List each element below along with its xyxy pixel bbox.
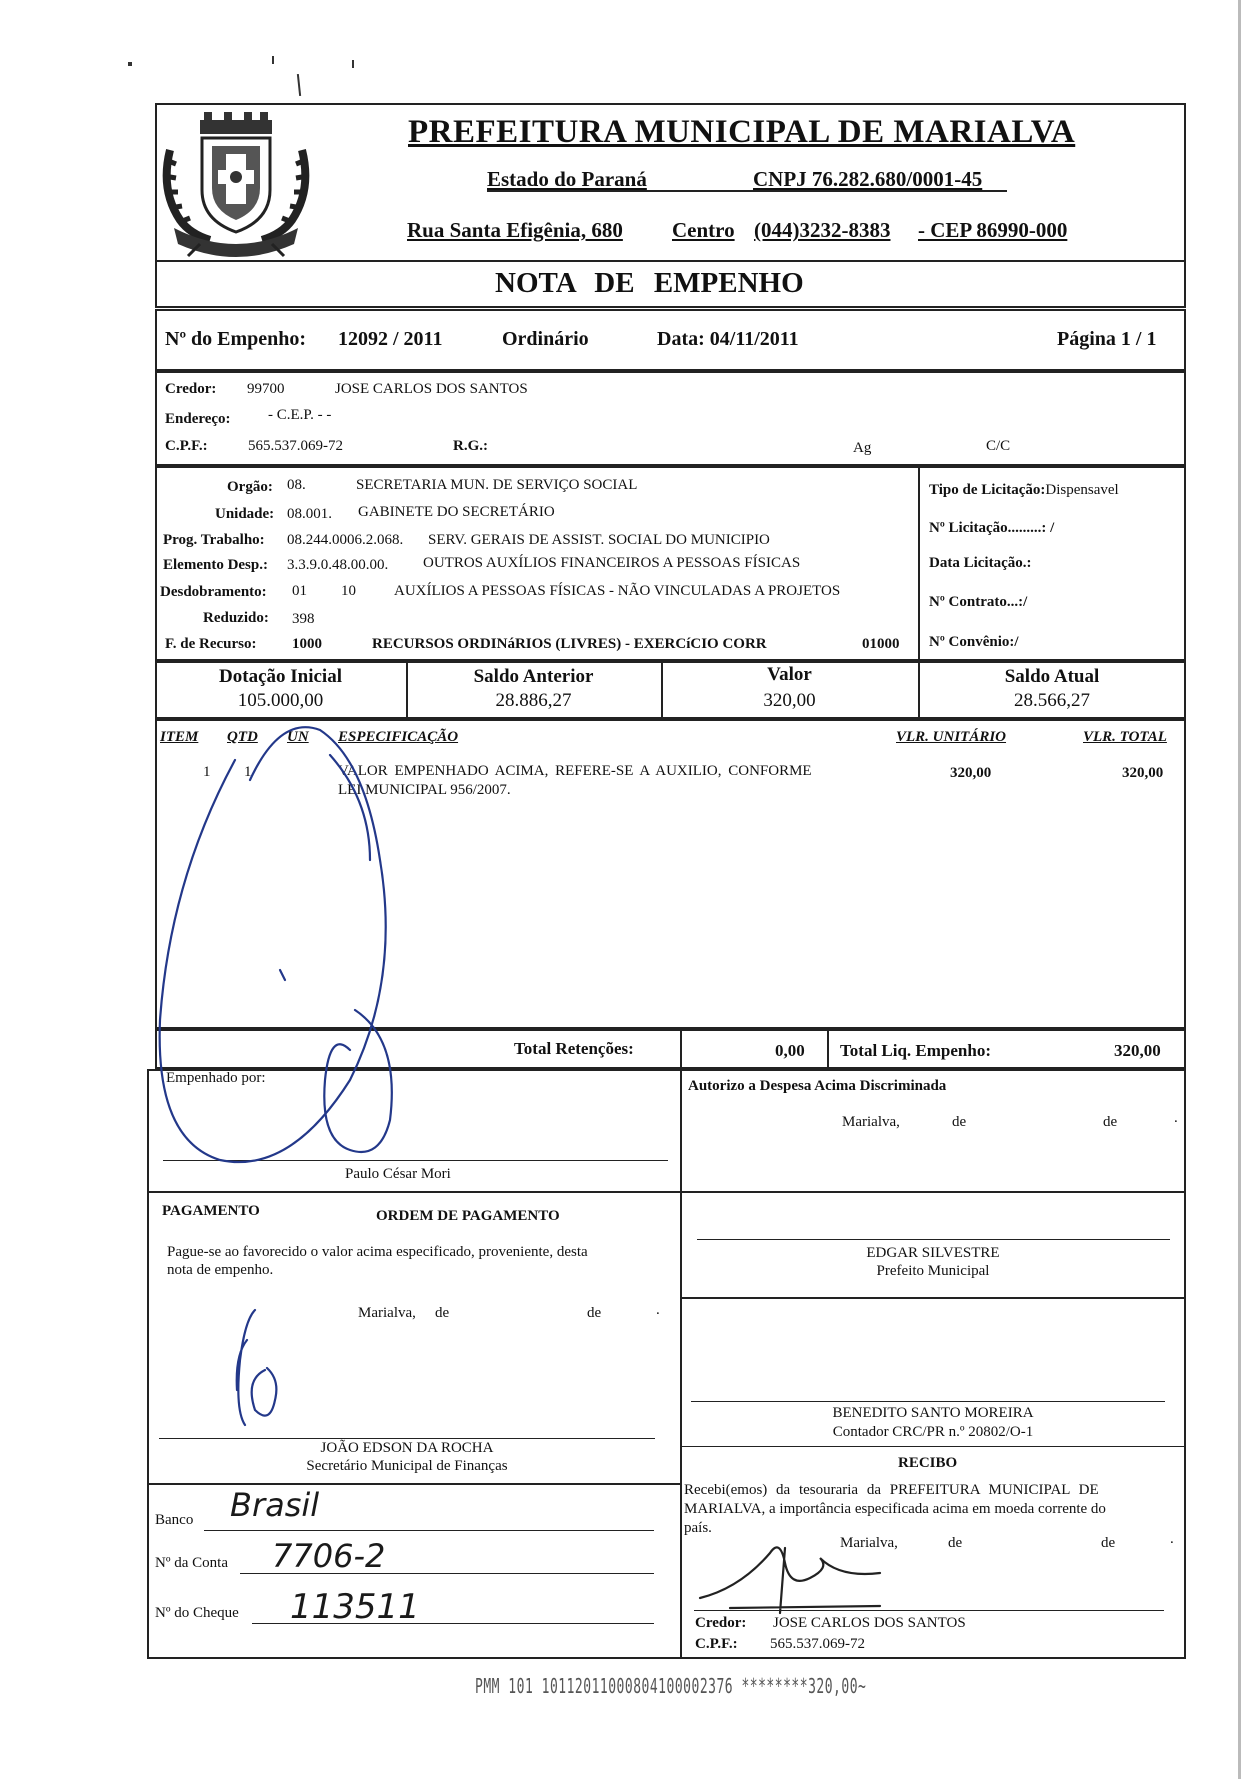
empenhado-label: Empenhado por: — [166, 1070, 266, 1086]
header-address: Rua Santa Efigênia, 680 — [407, 218, 623, 242]
lower-hline-right-1 — [680, 1191, 1186, 1193]
header-cnpj: CNPJ 76.282.680/0001-45 — [753, 167, 983, 191]
dotacao-value: 105.000,00 — [237, 690, 324, 711]
desd-name: AUXÍLIOS A PESSOAS FÍSICAS - NÃO VINCULADAS A PROJETOS — [394, 583, 841, 599]
conta-value: 7706-2 — [272, 1537, 386, 1575]
pagamento-city: Marialva, — [358, 1305, 416, 1321]
recibo-credor-label: Credor: — [695, 1615, 747, 1631]
contador-sign-line — [691, 1401, 1165, 1402]
banco-value: Brasil — [230, 1486, 320, 1524]
recibo-title: RECIBO — [898, 1455, 958, 1471]
lower-hline-right-2 — [680, 1297, 1186, 1299]
col-total: VLR. TOTAL — [1083, 729, 1167, 745]
prog-code: 08.244.0006.2.068. — [287, 532, 404, 548]
cheque-label: Nº do Cheque — [155, 1605, 239, 1621]
recibo-credor-name: JOSE CARLOS DOS SANTOS — [773, 1615, 966, 1631]
recibo-de2: de — [1101, 1535, 1116, 1551]
header-state-underline — [487, 190, 1007, 192]
row-item: 1 — [203, 764, 211, 780]
col-spec: ESPECIFICAÇÃO — [338, 729, 459, 745]
pagamento-text-2: nota de empenho. — [167, 1262, 274, 1278]
cpf-label: C.P.F.: — [165, 438, 208, 454]
budget-divider — [918, 466, 920, 661]
pagamento-label: PAGAMENTO — [162, 1203, 260, 1219]
licitacao-data: Data Licitação.: — [929, 555, 1032, 571]
recibo-text-1: Recebi(emos) da tesouraria da PREFEITURA MUNICIPAL DE — [684, 1482, 1099, 1498]
row-spec-1: VALOR EMPENHADO ACIMA, REFERE-SE A AUXILIO, CONFORME — [338, 763, 812, 779]
recibo-top-line — [680, 1446, 1186, 1447]
licitacao-contrato: Nº Contrato...:/ — [929, 594, 1028, 610]
prefeito-name: EDGAR SILVESTRE — [866, 1245, 1000, 1261]
ret-div-2 — [827, 1029, 829, 1069]
scan-mark — [128, 62, 132, 66]
unidade-label: Unidade: — [215, 506, 275, 522]
row-total: 320,00 — [1122, 765, 1164, 781]
coat-of-arms-logo — [160, 110, 312, 258]
elem-name: OUTROS AUXÍLIOS FINANCEIROS A PESSOAS FÍSICAS — [423, 555, 801, 571]
valor-label: Valor — [767, 664, 812, 685]
saldo-ant-value: 28.886,27 — [495, 690, 572, 711]
recibo-signature — [690, 1518, 890, 1618]
recibo-dot: . — [1170, 1531, 1174, 1547]
pagamento-de2: de — [587, 1305, 602, 1321]
licitacao-tipo-label: Tipo de Licitação: — [929, 482, 1046, 498]
empenho-type: Ordinário — [502, 328, 589, 350]
lower-hline-left-2 — [147, 1483, 680, 1485]
orgao-label: Orgão: — [227, 479, 273, 495]
empenho-number-label: Nº do Empenho: — [165, 328, 307, 350]
elem-code: 3.3.9.0.48.00.00. — [287, 557, 389, 573]
recibo-text-3: país. — [684, 1520, 712, 1536]
contador-name: BENEDITO SANTO MOREIRA — [832, 1405, 1034, 1421]
ordem-label: ORDEM DE PAGAMENTO — [376, 1208, 560, 1224]
prefeito-sign-line — [697, 1239, 1170, 1240]
reduz-code: 398 — [292, 611, 315, 627]
autorizo-city: Marialva, — [842, 1114, 900, 1130]
recibo-cpf: 565.537.069-72 — [770, 1636, 865, 1652]
address-value: - C.E.P. - - — [268, 407, 332, 423]
cheque-value: 113511 — [290, 1587, 420, 1627]
reduz-label: Reduzido: — [203, 610, 269, 626]
desd-code2: 10 — [341, 583, 356, 599]
contador-role: Contador CRC/PR n.º 20802/O-1 — [832, 1424, 1034, 1440]
empenho-signature — [150, 720, 510, 1170]
scan-mark — [297, 74, 301, 96]
prefeito-role: Prefeito Municipal — [876, 1263, 990, 1279]
retencoes-label: Total Retenções: — [514, 1039, 634, 1058]
conta-label: Nº da Conta — [155, 1555, 228, 1571]
row-spec-2: LEI MUNICIPAL 956/2007. — [338, 782, 511, 798]
cpf-value: 565.537.069-72 — [248, 438, 343, 454]
orgao-name: SECRETARIA MUN. DE SERVIÇO SOCIAL — [356, 477, 638, 493]
licitacao-tipo-value: Dispensavel — [1045, 482, 1119, 498]
header-divider — [155, 260, 1186, 262]
retencoes-value: 0,00 — [775, 1041, 805, 1060]
elem-label: Elemento Desp.: — [163, 557, 268, 573]
banco-label: Banco — [155, 1512, 194, 1528]
ret-div-1 — [680, 1029, 682, 1069]
banco-line — [204, 1530, 654, 1531]
lower-hline-left-1 — [147, 1191, 680, 1193]
rec-label: F. de Recurso: — [165, 636, 257, 652]
header-phone: (044)3232-8383 — [754, 218, 891, 242]
pagamento-text-1: Pague-se ao favorecido o valor acima especificado, proveniente, desta — [167, 1244, 588, 1260]
col-un: UN — [287, 729, 309, 745]
scan-mark — [352, 60, 354, 68]
licitacao-tipo — [929, 482, 1119, 499]
empenho-date: Data: 04/11/2011 — [657, 328, 799, 350]
prog-label: Prog. Trabalho: — [163, 532, 265, 548]
row-qtd: 1 — [244, 764, 252, 780]
recibo-de1: de — [948, 1535, 963, 1551]
lower-divider — [680, 1069, 682, 1659]
pagamento-dot: . — [656, 1302, 660, 1318]
header-district: Centro — [672, 218, 735, 242]
row-unit: 320,00 — [950, 765, 992, 781]
secretario-sign-line — [159, 1438, 655, 1439]
doc-title: NOTA DE EMPENHO — [495, 267, 804, 299]
pagamento-de1: de — [435, 1305, 450, 1321]
unidade-name: GABINETE DO SECRETÁRIO — [358, 504, 555, 520]
secretario-signature — [225, 1300, 305, 1430]
orgao-code: 08. — [287, 477, 306, 493]
secretario-name: JOÃO EDSON DA ROCHA — [320, 1440, 494, 1456]
saldo-atual-label: Saldo Atual — [1004, 666, 1100, 687]
header-state: Estado do Paraná — [487, 167, 647, 191]
licitacao-numero: Nº Licitação.........: / — [929, 520, 1055, 536]
licitacao-convenio: Nº Convênio:/ — [929, 634, 1019, 650]
recibo-city: Marialva, — [840, 1535, 898, 1551]
valor-value: 320,00 — [763, 690, 816, 711]
scan-mark — [1238, 0, 1241, 1779]
autorizo-label: Autorizo a Despesa Acima Discriminada — [688, 1078, 947, 1094]
ag-label: Ag — [853, 440, 872, 456]
header-cep: - CEP 86990-000 — [918, 218, 1068, 242]
rec-code2: 01000 — [862, 636, 900, 652]
rec-code: 1000 — [292, 636, 322, 652]
secretario-role: Secretário Municipal de Finanças — [306, 1458, 508, 1474]
liq-label: Total Liq. Empenho: — [840, 1041, 991, 1060]
col-item: ITEM — [160, 729, 199, 745]
col-unit: VLR. UNITÁRIO — [896, 729, 1007, 745]
empenho-page: Página 1 / 1 — [1057, 328, 1157, 350]
empenho-number: 12092 / 2011 — [338, 328, 443, 350]
scan-mark — [272, 56, 274, 64]
desd-label: Desdobramento: — [160, 584, 267, 600]
autorizo-de2: de — [1103, 1114, 1118, 1130]
dotacao-label: Dotação Inicial — [219, 666, 342, 687]
unidade-code: 08.001. — [287, 506, 332, 522]
recibo-cpf-label: C.P.F.: — [695, 1636, 738, 1652]
saldo-ant-label: Saldo Anterior — [473, 666, 594, 687]
rec-name: RECURSOS ORDINáRIOS (LIVRES) - EXERCíCIO CORR — [372, 636, 767, 652]
credor-code: 99700 — [247, 381, 285, 397]
autorizo-dot: . — [1174, 1110, 1178, 1126]
credor-label: Credor: — [165, 381, 217, 397]
cc-label: C/C — [986, 438, 1011, 454]
prog-name: SERV. GERAIS DE ASSIST. SOCIAL DO MUNICIPIO — [428, 532, 770, 548]
autorizo-de1: de — [952, 1114, 967, 1130]
address-label: Endereço: — [165, 411, 231, 427]
header-title: PREFEITURA MUNICIPAL DE MARIALVA — [408, 114, 1076, 150]
rg-label: R.G.: — [453, 438, 488, 454]
saldo-atual-value: 28.566,27 — [1014, 690, 1090, 711]
credor-name: JOSE CARLOS DOS SANTOS — [335, 381, 528, 397]
col-qtd: QTD — [227, 729, 258, 745]
footer-stamp: PMM 101 10112011000804100002376 ********320,00~ — [475, 1675, 867, 1700]
desd-code1: 01 — [292, 583, 307, 599]
empenhado-name: Paulo César Mori — [345, 1166, 451, 1182]
liq-value: 320,00 — [1114, 1041, 1161, 1060]
recibo-text-2: MARIALVA, a importância especificada acima em moeda corrente do — [684, 1501, 1106, 1517]
